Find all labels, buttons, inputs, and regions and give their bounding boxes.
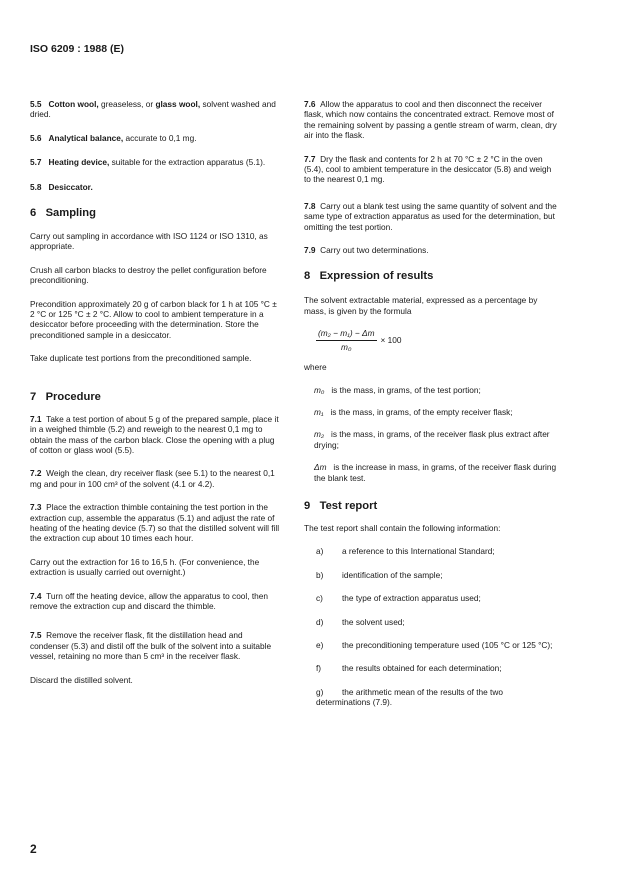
symbol: m₁ [314, 406, 324, 417]
formula-fraction [316, 328, 377, 352]
formula-multiplier: × 100 [380, 334, 402, 345]
clause-text: Weigh the clean, dry receiver flask (see 5.1) to the nearest 0,1 mg and pour in 100 cm³ of the solvent (4.1 or 4.2). [30, 468, 275, 489]
clause-number: 7.6 [304, 99, 316, 109]
item-text: the preconditioning temperature used (105 °C or 125 °C); [342, 639, 553, 650]
item-text: identification of the sample; [342, 569, 443, 580]
left-column [30, 99, 282, 685]
list-item [316, 570, 559, 580]
item-text: the type of extraction apparatus used; [342, 593, 481, 604]
document-header: ISO 6209 : 1988 (E) [30, 43, 124, 55]
symbol: m₂ [314, 429, 325, 440]
item-label: d) [316, 616, 324, 627]
clause-number: 5.8 [30, 181, 42, 192]
term: Heating device, [48, 157, 110, 168]
definition-item [314, 385, 559, 395]
list-item [316, 663, 559, 673]
formula-numerator: (m₂ − m₁) − Δm [316, 328, 377, 340]
list-item [316, 640, 559, 650]
section-title: Procedure [45, 390, 101, 403]
clause-7-4 [30, 591, 282, 612]
symbol-definitions [314, 385, 559, 483]
item-text: a reference to this International Standard; [342, 546, 495, 557]
clause-text: Take a test portion of about 5 g of the prepared sample, place it in a weighed thimble (5.2) and reweigh to the nearest 0,1 mg to obtain the mass of the carbon black. Close the opening with a plug of cotton or glass wool (5.5). [30, 413, 279, 455]
section-title: Test report [319, 499, 378, 512]
term: Desiccator. [48, 181, 93, 192]
clause-number: 7.1 [30, 413, 42, 424]
formula-denominator: m₀ [341, 341, 352, 352]
paragraph: Precondition approximately 20 g of carbon black for 1 h at 105 °C ± 2 °C or 125 °C ± 2 °C. Allow to cool to ambient temperature in a desiccator before proceeding with the determination. Store the preconditioned sample in a desiccator. [30, 298, 277, 340]
item-label: g) [316, 686, 324, 697]
section-number: 8 [304, 270, 311, 283]
paragraph: Carry out the extraction for 16 to 16,5 h. (For convenience, the extraction is usually carried out overnight.) [30, 556, 260, 578]
report-items-list [316, 546, 559, 707]
formula [316, 328, 559, 352]
definition-text: is the mass, in grams, of the receiver flask plus extract after drying; [314, 429, 550, 450]
paragraph: The test report shall contain the following information: [304, 522, 501, 533]
item-text: the results obtained for each determination; [342, 663, 502, 674]
paragraph: The solvent extractable material, expressed as a percentage by mass, is given by the formula [304, 295, 538, 316]
clause-text: Remove the receiver flask, fit the distillation head and condenser (5.3) and distil off the bulk of the solvent into a suitable vessel, retaining no more than 5 cm³ in the receiver flask. [30, 630, 272, 662]
paragraph: Discard the distilled solvent. [30, 674, 133, 685]
clause-number: 7.2 [30, 468, 42, 479]
clause-text: Dry the flask and contents for 2 h at 70 °C ± 2 °C in the oven (5.4), cool to ambient temperature in the desiccator (5.8) and weigh to the nearest 0,1 mg. [304, 153, 552, 185]
section-6-heading [30, 207, 282, 220]
clause-text: Carry out two determinations. [320, 245, 429, 256]
section-number: 9 [304, 499, 311, 512]
clause-7-6 [304, 99, 559, 141]
clause-7-1 [30, 414, 282, 456]
definition-text: is the mass, in grams, of the test portion; [331, 384, 481, 395]
clause-number: 5.7 [30, 157, 42, 168]
clause-7-5 [30, 630, 282, 661]
paragraph: Carry out sampling in accordance with ISO 1124 or ISO 1310, as appropriate. [30, 231, 268, 252]
paragraph: Take duplicate test portions from the preconditioned sample. [30, 353, 252, 364]
symbol: m₀ [314, 384, 325, 395]
list-item [316, 687, 559, 708]
section-number: 7 [30, 390, 37, 403]
clause-number: 7.7 [304, 153, 316, 164]
clause-7-3 [30, 502, 282, 544]
definition-item [314, 407, 559, 417]
definition-item [314, 429, 559, 450]
section-title: Sampling [45, 207, 96, 220]
definition-text: is the increase in mass, in grams, of the receiver flask during the blank test. [314, 462, 557, 483]
clause-7-2 [30, 468, 282, 489]
clause-text: suitable for the extraction apparatus (5.1). [109, 157, 266, 168]
clause-text: Carry out a blank test using the same quantity of solvent and the same type of extraction apparatus as used for the determination, but omitting the test portion. [304, 200, 557, 232]
definition-item [314, 462, 559, 483]
item-label: c) [316, 593, 323, 604]
clause-7-8 [304, 201, 559, 232]
clause-number: 7.8 [304, 200, 316, 211]
section-7-heading [30, 391, 282, 404]
clause-number: 7.3 [30, 502, 42, 513]
clause-text: greaseless, or [98, 99, 156, 109]
symbol: Δm [314, 462, 327, 473]
clause-number: 5.6 [30, 132, 42, 143]
clause-number: 7.4 [30, 590, 42, 601]
clause-number: 7.5 [30, 630, 42, 641]
definition-text: is the mass, in grams, of the empty receiver flask; [330, 406, 513, 417]
clause-7-7 [304, 154, 559, 185]
term: glass wool, [155, 99, 201, 109]
clause-5-6 [30, 133, 282, 143]
item-label: b) [316, 569, 324, 580]
clause-text: Allow the apparatus to cool and then disconnect the receiver flask, which now contains the concentrated extract. Remove most of the remaining solvent by passing a gentle stream of warm, clean, dry air into the flask. [304, 99, 557, 141]
right-column [304, 99, 559, 708]
where-label: where [304, 362, 327, 373]
list-item [316, 617, 559, 627]
clause-text: Turn off the heating device, allow the apparatus to cool, then remove the extraction cup and discard the thimble. [30, 590, 269, 611]
clause-5-7 [30, 157, 282, 167]
clause-text: accurate to 0,1 mg. [123, 132, 197, 143]
clause-number: 5.5 [30, 99, 42, 109]
paragraph: Crush all carbon blacks to destroy the pellet configuration before preconditioning. [30, 264, 267, 286]
clause-text: Place the extraction thimble containing the test portion in the extraction cup, assemble the apparatus (5.1) and adjust the rate of heating of the heating device (5.7) so that the distilled solvent will fill the extraction cup about 10 times each hour. [30, 502, 280, 544]
list-item [316, 593, 559, 603]
section-title: Expression of results [319, 270, 434, 283]
list-item [316, 546, 559, 556]
clause-text: solvent washed and dried. [30, 99, 276, 120]
page-number: 2 [30, 842, 37, 856]
item-label: f) [316, 663, 322, 674]
clause-7-9 [304, 245, 559, 255]
item-text: the solvent used; [342, 616, 405, 627]
clause-5-8 [30, 182, 282, 192]
term: Analytical balance, [48, 132, 124, 143]
item-label: a) [316, 546, 324, 557]
clause-number: 7.9 [304, 245, 316, 256]
item-label: e) [316, 639, 324, 650]
section-number: 6 [30, 207, 37, 220]
item-text: the arithmetic mean of the results of the two determinations (7.9). [316, 686, 503, 708]
section-8-heading [304, 270, 559, 283]
clause-5-5 [30, 99, 282, 120]
term: Cotton wool, [48, 99, 99, 109]
section-9-heading [304, 500, 559, 513]
